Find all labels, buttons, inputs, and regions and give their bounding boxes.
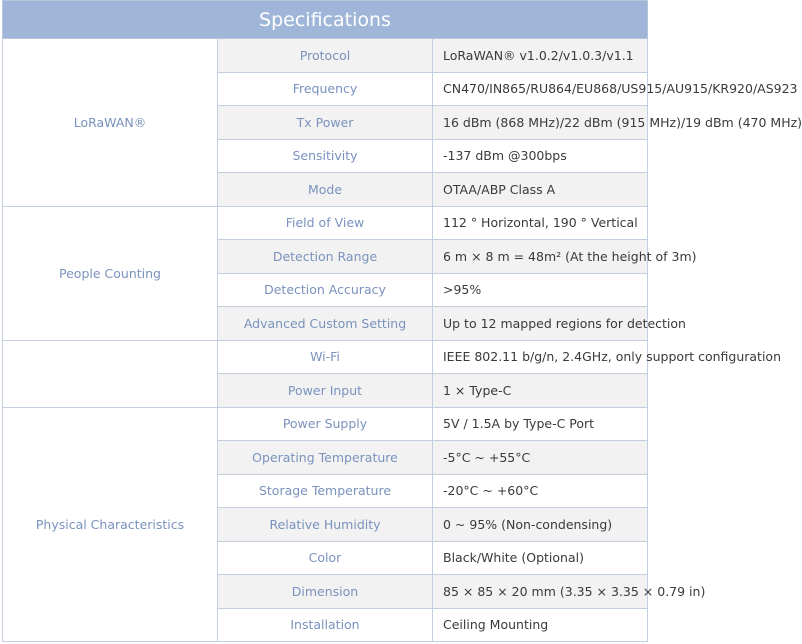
spec-value: Black/White (Optional)	[433, 541, 648, 575]
spec-label: Operating Temperature	[218, 441, 433, 475]
spec-value: 1 × Type-C	[433, 374, 648, 408]
specifications-body	[3, 39, 802, 642]
spec-value: 85 × 85 × 20 mm (3.35 × 3.35 × 0.79 in)	[433, 575, 648, 609]
spec-value: 112 ° Horizontal, 190 ° Vertical	[433, 206, 648, 240]
spec-value: IEEE 802.11 b/g/n, 2.4GHz, only support configuration	[433, 340, 648, 374]
spec-label: Advanced Custom Setting	[218, 307, 433, 341]
spec-label: Mode	[218, 173, 433, 207]
spec-label: Protocol	[218, 39, 433, 73]
spec-value: 6 m × 8 m = 48m² (At the height of 3m)	[433, 240, 648, 274]
specifications-table	[2, 0, 802, 642]
category-cell: People Counting	[3, 206, 218, 340]
spec-value: 5V / 1.5A by Type-C Port	[433, 407, 648, 441]
spec-label: Wi-Fi	[218, 340, 433, 374]
spec-label: Tx Power	[218, 106, 433, 140]
category-cell: LoRaWAN®	[3, 39, 218, 207]
spec-label: Dimension	[218, 575, 433, 609]
table-row	[3, 407, 648, 441]
spec-value: Ceiling Mounting	[433, 608, 648, 642]
spec-label: Detection Accuracy	[218, 273, 433, 307]
spec-value: -5°C ~ +55°C	[433, 441, 648, 475]
header-row	[3, 1, 648, 39]
category-cell	[3, 340, 218, 407]
table-row	[3, 39, 648, 73]
spec-label: Detection Range	[218, 240, 433, 274]
spec-value: >95%	[433, 273, 648, 307]
spec-value: LoRaWAN® v1.0.2/v1.0.3/v1.1	[433, 39, 648, 73]
spec-label: Power Input	[218, 374, 433, 408]
spec-label: Frequency	[218, 72, 433, 106]
specifications-table-wrapper	[2, 0, 802, 642]
spec-value: OTAA/ABP Class A	[433, 173, 648, 207]
spec-value: 16 dBm (868 MHz)/22 dBm (915 MHz)/19 dBm (470 MHz)	[433, 106, 648, 140]
spec-value: CN470/IN865/RU864/EU868/US915/AU915/KR920/AS923	[433, 72, 648, 106]
spec-label: Power Supply	[218, 407, 433, 441]
spec-value: -20°C ~ +60°C	[433, 474, 648, 508]
spec-label: Field of View	[218, 206, 433, 240]
spec-label: Relative Humidity	[218, 508, 433, 542]
spec-value: -137 dBm @300bps	[433, 139, 648, 173]
spec-value: Up to 12 mapped regions for detection	[433, 307, 648, 341]
table-title: Specifications	[3, 1, 648, 39]
table-row	[3, 206, 648, 240]
spec-label: Installation	[218, 608, 433, 642]
table-row	[3, 340, 648, 374]
category-cell: Physical Characteristics	[3, 407, 218, 642]
spec-label: Storage Temperature	[218, 474, 433, 508]
spec-value: 0 ~ 95% (Non-condensing)	[433, 508, 648, 542]
spec-label: Color	[218, 541, 433, 575]
spec-label: Sensitivity	[218, 139, 433, 173]
